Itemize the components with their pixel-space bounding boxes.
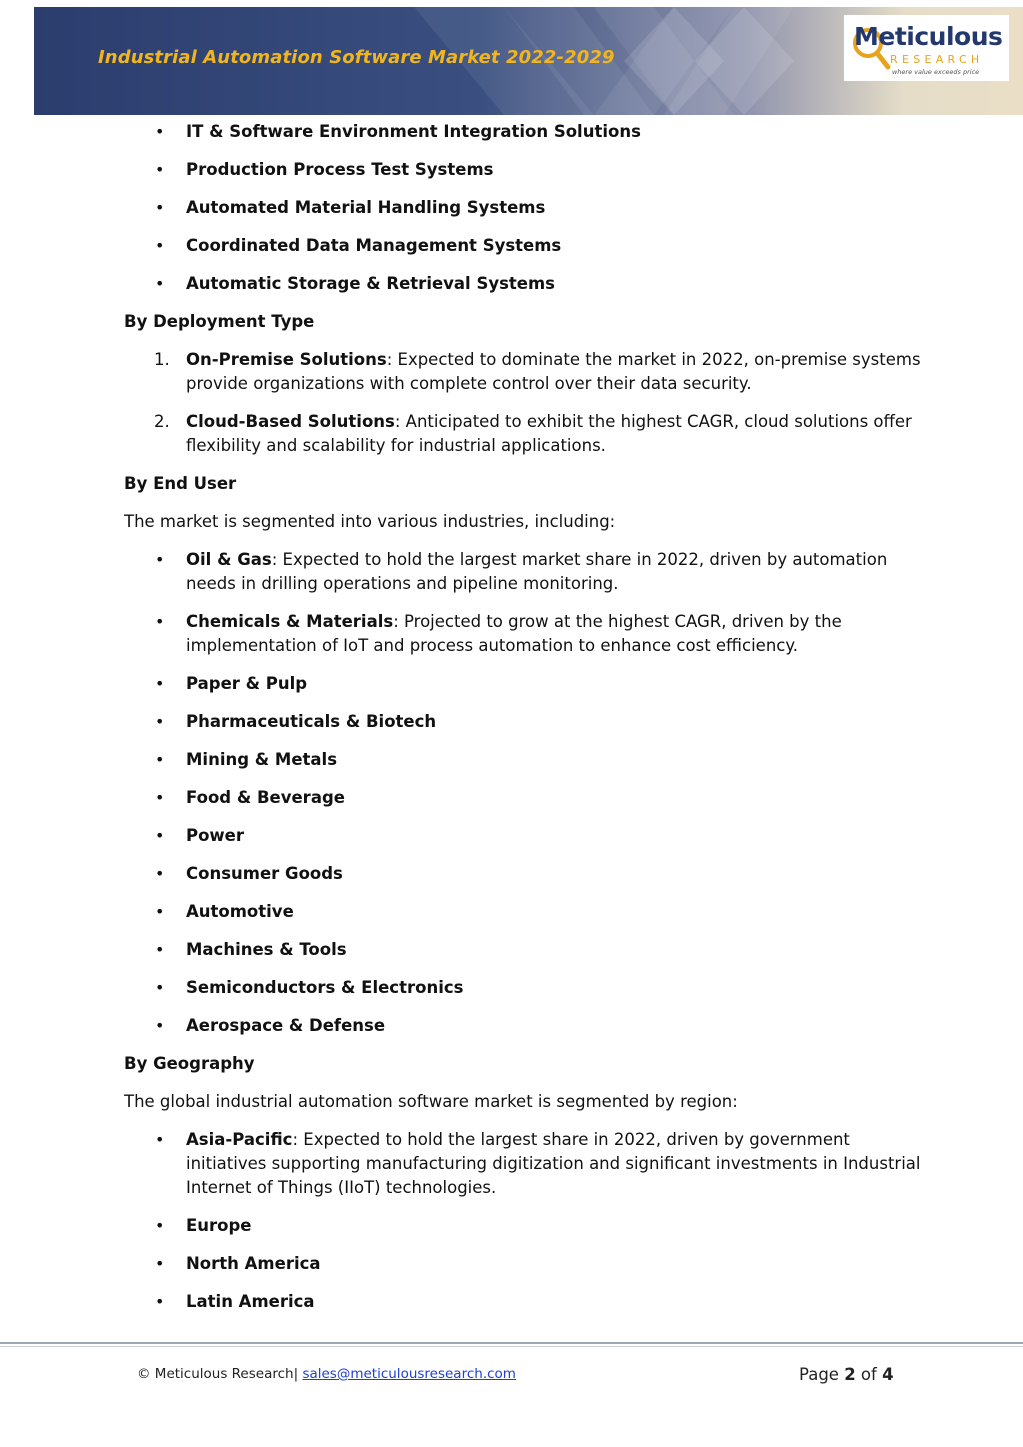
bullet-icon: •: [155, 902, 165, 921]
meticulous-research-logo: [844, 15, 1009, 81]
geography-heading: By Geography: [124, 1054, 255, 1073]
bullet-icon: •: [155, 978, 165, 997]
list-item: • Machines & Tools: [124, 938, 924, 962]
bullet-icon: •: [155, 940, 165, 959]
footer-divider-thin: [0, 1346, 1023, 1347]
list-item: • Food & Beverage: [124, 786, 924, 810]
bullet-icon: •: [155, 122, 165, 141]
footer-copyright: © Meticulous Research| sales@meticulousresearch.com: [137, 1366, 516, 1382]
bullet-icon: •: [155, 1292, 165, 1311]
list-item: • Mining & Metals: [124, 748, 924, 772]
geography-intro: The global industrial automation software market is segmented by region:: [124, 1092, 738, 1111]
bullet-icon: •: [155, 198, 165, 217]
report-header-banner: [34, 7, 1023, 115]
report-title: Industrial Automation Software Market 2022-2029: [98, 47, 615, 68]
list-item: • Chemicals & Materials: Projected to grow at the highest CAGR, driven by the implementation of IoT and process automation to enhance cost efficiency.: [155, 612, 842, 655]
solutions-list: [124, 120, 924, 296]
bullet-icon: •: [155, 1130, 165, 1149]
list-item: • Consumer Goods: [124, 862, 924, 886]
logo-tagline: where value exceeds price: [892, 68, 980, 76]
list-item: • Coordinated Data Management Systems: [124, 234, 924, 258]
list-item: • Automatic Storage & Retrieval Systems: [124, 272, 924, 296]
bullet-icon: •: [155, 1254, 165, 1273]
list-item: • Asia-Pacific: Expected to hold the largest share in 2022, driven by government initiatives supporting manufacturing digitization and significant investments in Industrial Internet of Things (IIoT) technologies.: [155, 1130, 921, 1197]
list-item: • Automotive: [124, 900, 924, 924]
list-item: • Aerospace & Defense: [124, 1014, 924, 1038]
list-item: • North America: [124, 1252, 924, 1276]
list-item: • Oil & Gas: Expected to hold the largest market share in 2022, driven by automation needs in drilling operations and pipeline monitoring.: [155, 550, 888, 593]
list-item: • Power: [124, 824, 924, 848]
logo-name: Meticulous: [854, 22, 1003, 51]
list-item: • IT & Software Environment Integration Solutions: [124, 120, 924, 144]
list-item: • Automated Material Handling Systems: [124, 196, 924, 220]
logo-sub: RESEARCH: [890, 53, 984, 66]
list-item: • Paper & Pulp: [124, 672, 924, 696]
contact-email-link[interactable]: sales@meticulousresearch.com: [302, 1366, 516, 1382]
end-user-intro: The market is segmented into various industries, including:: [124, 512, 616, 531]
list-item: • Production Process Test Systems: [124, 158, 924, 182]
deployment-heading: By Deployment Type: [124, 312, 315, 331]
bullet-icon: •: [155, 1216, 165, 1235]
list-item: • Europe: [124, 1214, 924, 1238]
list-item: 1. On-Premise Solutions: Expected to dominate the market in 2022, on-premise systems provide organizations with complete control over their data security.: [154, 350, 921, 393]
end-user-heading: By End User: [124, 474, 237, 493]
footer-divider: [0, 1342, 1023, 1344]
bullet-icon: •: [155, 712, 165, 731]
bullet-icon: •: [155, 612, 165, 631]
list-item: • Semiconductors & Electronics: [124, 976, 924, 1000]
list-item: 2. Cloud-Based Solutions: Anticipated to exhibit the highest CAGR, cloud solutions offer flexibility and scalability for industrial applications.: [154, 412, 912, 455]
bullet-icon: •: [155, 550, 165, 569]
list-item: • Latin America: [124, 1290, 924, 1314]
page-content: [124, 120, 924, 1328]
bullet-icon: •: [155, 788, 165, 807]
bullet-icon: •: [155, 236, 165, 255]
list-item: • Pharmaceuticals & Biotech: [124, 710, 924, 734]
bullet-icon: •: [155, 826, 165, 845]
bullet-icon: •: [155, 1016, 165, 1035]
bullet-icon: •: [155, 750, 165, 769]
bullet-icon: •: [155, 274, 165, 293]
bullet-icon: •: [155, 674, 165, 693]
page-number: Page 2 of 4: [799, 1365, 894, 1384]
bullet-icon: •: [155, 864, 165, 883]
bullet-icon: •: [155, 160, 165, 179]
